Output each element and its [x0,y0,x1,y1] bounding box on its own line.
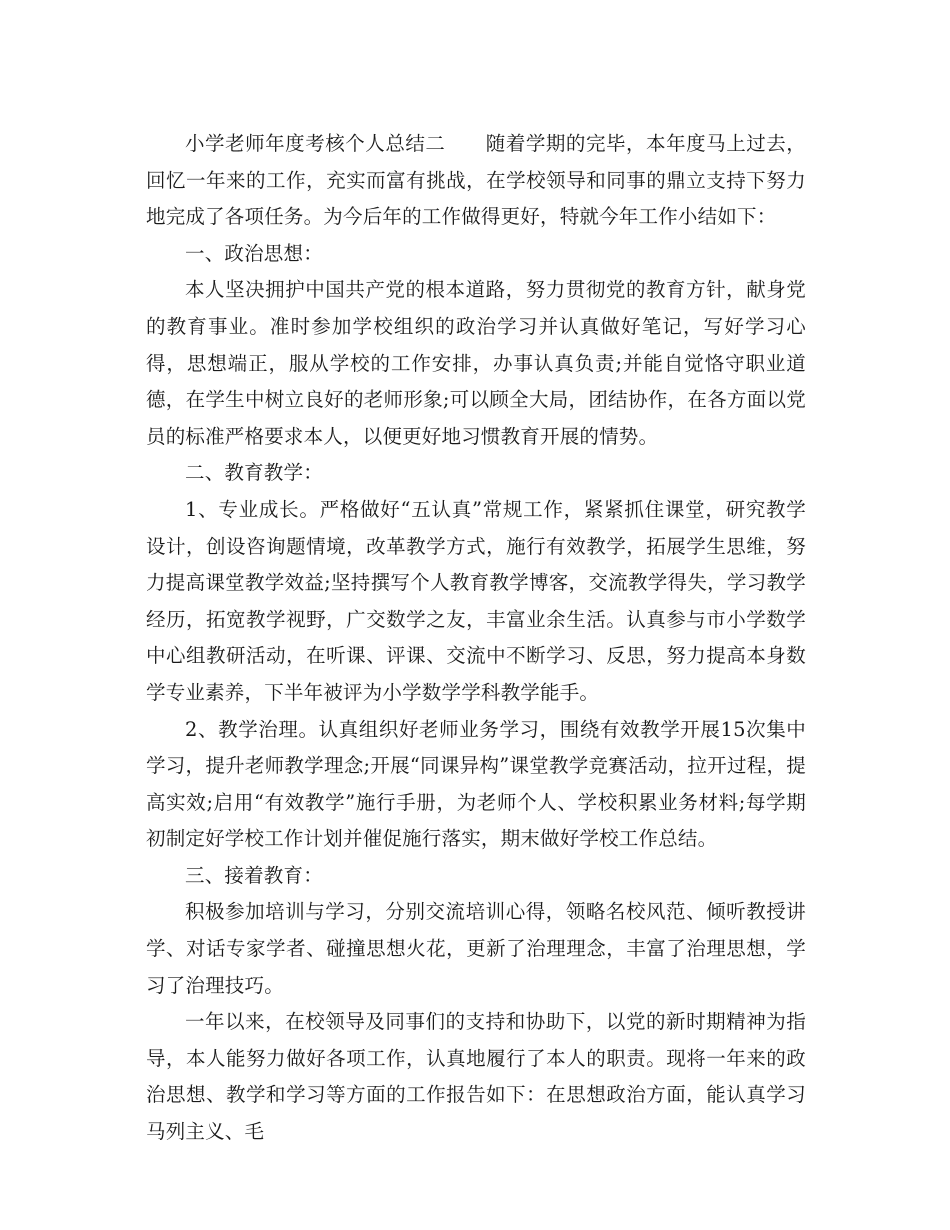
section-item-professional-growth: 1、专业成长。严格做好“五认真”常规工作，紧紧抓住课堂，研究教学设计，创设咨询题情境，改革教学方式，施行有效教学，拓展学生思维，努力提高课堂教学效益;坚持撰写个人教育教学博客，交流教学得失，学习教学经历，拓宽教学视野，广交数学之友，丰富业余生活。认真参与市小学数学中心组教研活动，在听课、评课、交流中不断学习、反思，努力提高本身数学专业素养，下半年被评为小学数学学科教学能手。 [146,497,806,704]
section-body-continuing-education: 积极参加培训与学习，分别交流培训心得，领略名校风范、倾听教授讲学、对话专家学者、碰撞思想火花，更新了治理理念，丰富了治理思想，学习了治理技巧。 [146,900,806,997]
intro-paragraph [146,126,806,236]
section-heading-teaching: 二、教育教学： [185,461,323,485]
intro-text: 随着学期的完毕，本年度马上过去，回忆一年来的工作，充实而富有挑战，在学校领导和同事的鼎立支持下努力地完成了各项任务。为今后年的工作做得更好，特就今年工作小结如下： [146,132,806,229]
section-heading-politics: 一、政治思想： [185,241,323,265]
section-item-teaching-management: 2、教学治理。认真组织好老师业务学习，围绕有效教学开展15次集中学习，提升老师教学理念;开展“同课异构”课堂教学竞赛活动，拉开过程，提高实效;启用“有效教学”施行手册，为老师个人、学校积累业务材料;每学期初制定好学校工作计划并催促施行落实，期末做好学校工作总结。 [146,717,806,851]
section-heading-continuing-education: 三、接着教育： [185,863,323,887]
closing-paragraph: 一年以来，在校领导及同事们的支持和协助下，以党的新时期精神为指导，本人能努力做好各项工作，认真地履行了本人的职责。现将一年来的政治思想、教学和学习等方面的工作报告如下：在思想政治方面，能认真学习马列主义、毛 [146,1010,806,1144]
document-page [146,126,806,1151]
document-title: 小学老师年度考核个人总结二 [185,132,446,155]
section-body-politics: 本人坚决拥护中国共产党的根本道路，努力贯彻党的教育方针，献身党的教育事业。准时参加学校组织的政治学习并认真做好笔记，写好学习心得，思想端正，服从学校的工作安排，办事认真负责;并能自觉恪守职业道德，在学生中树立良好的老师形象;可以顾全大局，团结协作，在各方面以党员的标准严格要求本人，以便更好地习惯教育开展的情势。 [146,278,806,448]
